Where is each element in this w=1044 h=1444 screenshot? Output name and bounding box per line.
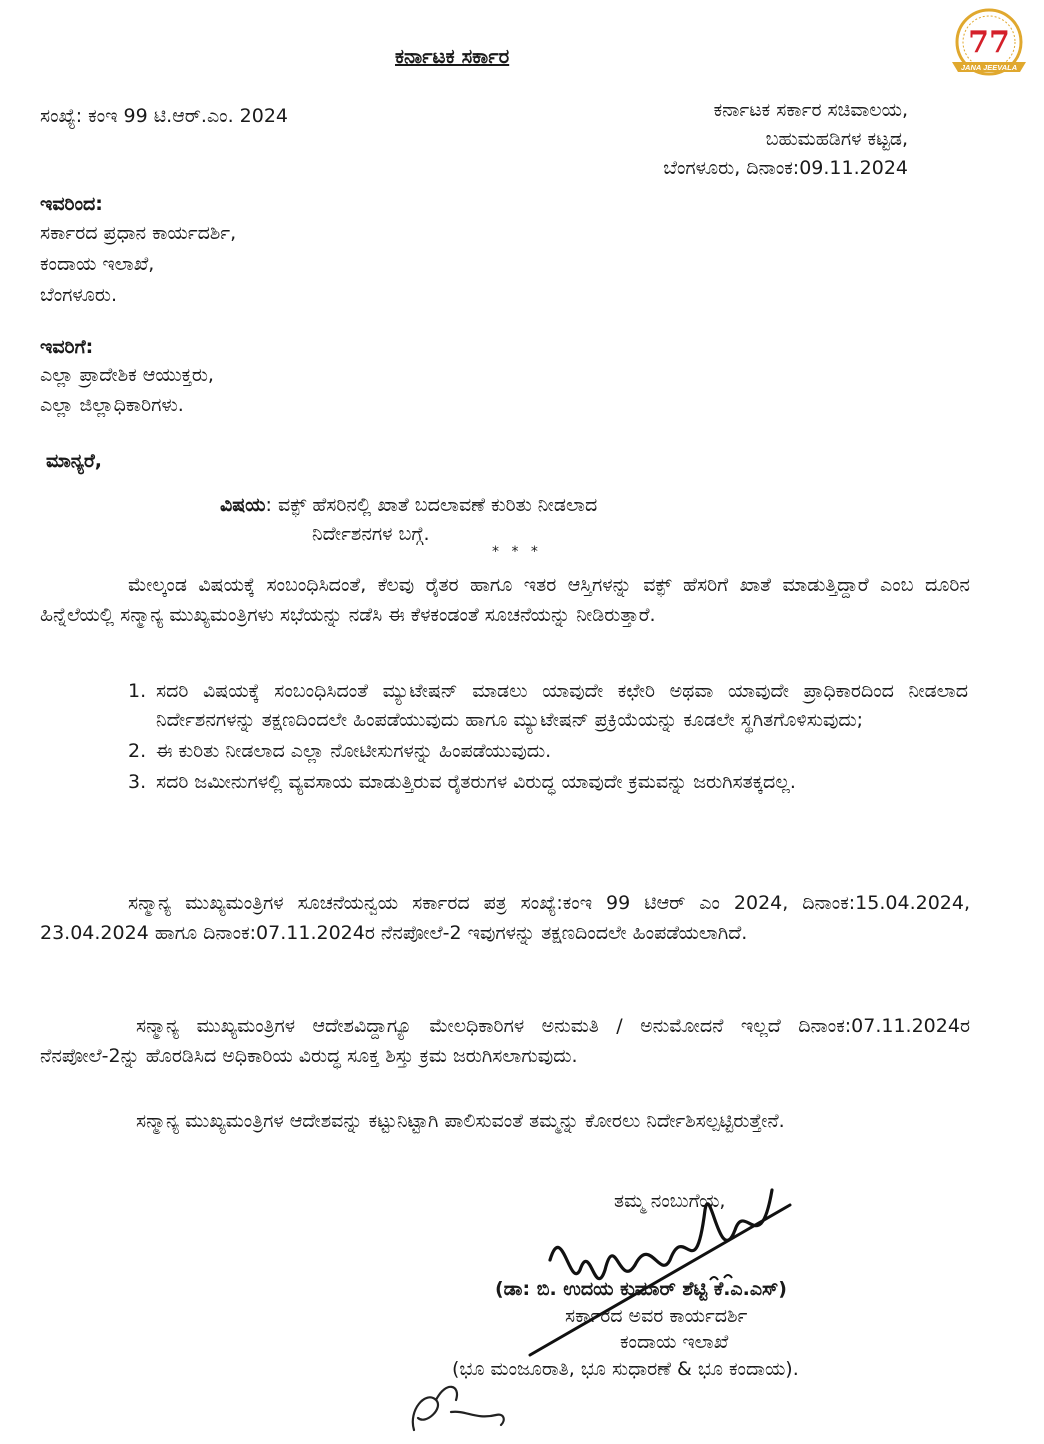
body-paragraph: ಸನ್ಮಾನ್ಯ ಮುಖ್ಯಮಂತ್ರಿಗಳ ಆದೇಶವಿದ್ದಾಗ್ಯೂ ಮೇಲಧಿಕಾರಿಗಳ ಅನುಮತಿ / ಅನುಮೋದನೆ ಇಲ್ಲದೆ ದಿನಾಂಕ:07.11.2024ರ ನೆನಪೋಲೆ-2ನ್ನು ಹೊರಡಿಸಿದ ಅಧಿಕಾರಿಯ ವಿರುದ್ಧ ಸೂಕ್ತ ಶಿಸ್ತು ಕ್ರಮ ಜರುಗಿಸಲಾಗುವುದು.: [40, 1015, 970, 1067]
address-line: ಬಹುಮಹಡಿಗಳ ಕಟ್ಟಡ,: [765, 128, 908, 150]
to-line: ಎಲ್ಲಾ ಜಿಲ್ಲಾಧಿಕಾರಿಗಳು.: [40, 394, 184, 416]
from-heading: ಇವರಿಂದ:: [40, 193, 103, 215]
from-line: ಸರ್ಕಾರದ ಪ್ರಧಾನ ಕಾರ್ಯದರ್ಶಿ,: [40, 222, 237, 244]
list-item-text: ಸದರಿ ಜಮೀನುಗಳಲ್ಲಿ ವ್ಯವಸಾಯ ಮಾಡುತ್ತಿರುವ ರೈತರುಗಳ ವಿರುದ್ಧ ಯಾವುದೇ ಕ್ರಮವನ್ನು ಜರುಗಿಸತಕ್ಕದಲ್ಲ.: [156, 771, 796, 793]
instruction-list: [128, 677, 968, 797]
sender-address: [663, 96, 908, 183]
document-title: ಕರ್ನಾಟಕ ಸರ್ಕಾರ: [395, 44, 510, 68]
to-line: ಎಲ್ಲಾ ಪ್ರಾದೇಶಿಕ ಆಯುಕ್ತರು,: [40, 364, 214, 386]
reference-number: ಸಂಖ್ಯೆ: ಕಂಇ 99 ಟಿ.ಆರ್.ಎಂ. 2024: [40, 105, 289, 127]
to-heading: ಇವರಿಗೆ:: [40, 336, 94, 358]
logo-text: JANA JEEVALA: [960, 63, 1018, 72]
list-item: [128, 768, 968, 797]
subject-line: [220, 491, 597, 519]
subject-text-continued: ನಿರ್ದೇಶನಗಳ ಬಗ್ಗೆ.: [312, 523, 430, 545]
list-item-number: 2.: [128, 740, 147, 762]
body-paragraph: ಸನ್ಮಾನ್ಯ ಮುಖ್ಯಮಂತ್ರಿಗಳ ಸೂಚನೆಯನ್ವಯ ಸರ್ಕಾರದ ಪತ್ರ ಸಂಖ್ಯೆ:ಕಂಇ 99 ಟಿಆರ್ ಎಂ 2024, ದಿನಾಂಕ:15.04.2024, 23.04.2024 ಹಾಗೂ ದಿನಾಂಕ:07.11.2024ರ ನೆನಪೋಲೆ-2 ಇವುಗಳನ್ನು ತಕ್ಷಣದಿಂದಲೇ ಹಿಂಪಡೆಯಲಾಗಿದೆ.: [40, 892, 970, 944]
body-paragraph: ಸನ್ಮಾನ್ಯ ಮುಖ್ಯಮಂತ್ರಿಗಳ ಆದೇಶವನ್ನು ಕಟ್ಟುನಿಟ್ಟಾಗಿ ಪಾಲಿಸುವಂತೆ ತಮ್ಮನ್ನು ಕೋರಲು ನಿರ್ದೇಶಿಸಲ್ಪಟ್ಟಿರುತ್ತೇನೆ.: [136, 1110, 785, 1132]
signatory-name: (ಡಾ: ಬಿ. ಉದಯ ಕುಮಾರ್ ಶೆಟ್ಟಿ ಕೆ.ಎ.ಎಸ್): [495, 1278, 787, 1300]
signatory-department: ಕಂದಾಯ ಇಲಾಖೆ: [620, 1331, 729, 1353]
signatory-subdepartment: (ಭೂ ಮಂಜೂರಾತಿ, ಭೂ ಸುಧಾರಣೆ & ಭೂ ಕಂದಾಯ).: [452, 1358, 799, 1380]
list-item: [128, 737, 968, 766]
logo-number: 77: [968, 25, 1010, 60]
closing-line: ತಮ್ಮ ನಂಬುಗೆಯ,: [614, 1190, 726, 1212]
list-item-number: 1.: [128, 680, 147, 702]
list-item-text: ಈ ಕುರಿತು ನೀಡಲಾದ ಎಲ್ಲಾ ನೋಟೀಸುಗಳನ್ನು ಹಿಂಪಡೆಯುವುದು.: [156, 740, 552, 762]
from-block: [40, 218, 236, 311]
subject-text: : ವಕ್ಫ್ ಹೆಸರಿನಲ್ಲಿ ಖಾತೆ ಬದಲಾವಣೆ ಕುರಿತು ನೀಡಲಾದ: [265, 494, 598, 516]
body-paragraph: ಮೇಲ್ಕಂಡ ವಿಷಯಕ್ಕೆ ಸಂಬಂಧಿಸಿದಂತೆ, ಕೆಲವು ರೈತರ ಹಾಗೂ ಇತರ ಆಸ್ತಿಗಳನ್ನು ವಕ್ಫ್ ಹೆಸರಿಗೆ ಖಾತೆ ಮಾಡುತ್ತಿದ್ದಾರೆ ಎಂಬ ದೂರಿನ ಹಿನ್ನೆಲೆಯಲ್ಲಿ ಸನ್ಮಾನ್ಯ ಮುಖ್ಯಮಂತ್ರಿಗಳು ಸಭೆಯನ್ನು ನಡೆಸಿ ಈ ಕೆಳಕಂಡಂತೆ ಸೂಚನೆಯನ್ನು ನೀಡಿರುತ್ತಾರೆ.: [40, 574, 970, 626]
jana-jeevala-logo: [946, 4, 1032, 84]
initials-icon: [406, 1370, 516, 1440]
address-line: ಕರ್ನಾಟಕ ಸರ್ಕಾರ ಸಚಿವಾಲಯ,: [713, 99, 908, 121]
list-item-number: 3.: [128, 771, 147, 793]
salutation: ಮಾನ್ಯರೆ,: [46, 450, 102, 472]
list-item: [128, 677, 968, 735]
subject-separator: * * *: [492, 544, 542, 560]
subject-label: ವಿಷಯ: [220, 494, 266, 516]
from-line: ಬೆಂಗಳೂರು.: [40, 284, 118, 306]
signatory-role: ಸರ್ಕಾರದ ಅವರ ಕಾರ್ಯದರ್ಶಿ: [565, 1305, 748, 1327]
from-line: ಕಂದಾಯ ಇಲಾಖೆ,: [40, 253, 155, 275]
to-block: [40, 360, 214, 420]
address-date: ಬೆಂಗಳೂರು, ದಿನಾಂಕ:09.11.2024: [663, 157, 908, 179]
list-item-text: ಸದರಿ ವಿಷಯಕ್ಕೆ ಸಂಬಂಧಿಸಿದಂತೆ ಮ್ಯುಟೇಷನ್ ಮಾಡಲು ಯಾವುದೇ ಕಛೇರಿ ಅಥವಾ ಯಾವುದೇ ಪ್ರಾಧಿಕಾರದಿಂದ ನೀಡಲಾದ ನಿರ್ದೇಶನಗಳನ್ನು ತಕ್ಷಣದಿಂದಲೇ ಹಿಂಪಡೆಯುವುದು ಹಾಗೂ ಮ್ಯುಟೇಷನ್ ಪ್ರಕ್ರಿಯೆಯನ್ನು ಕೂಡಲೇ ಸ್ಥಗಿತಗೊಳಿಸುವುದು;: [156, 680, 968, 731]
